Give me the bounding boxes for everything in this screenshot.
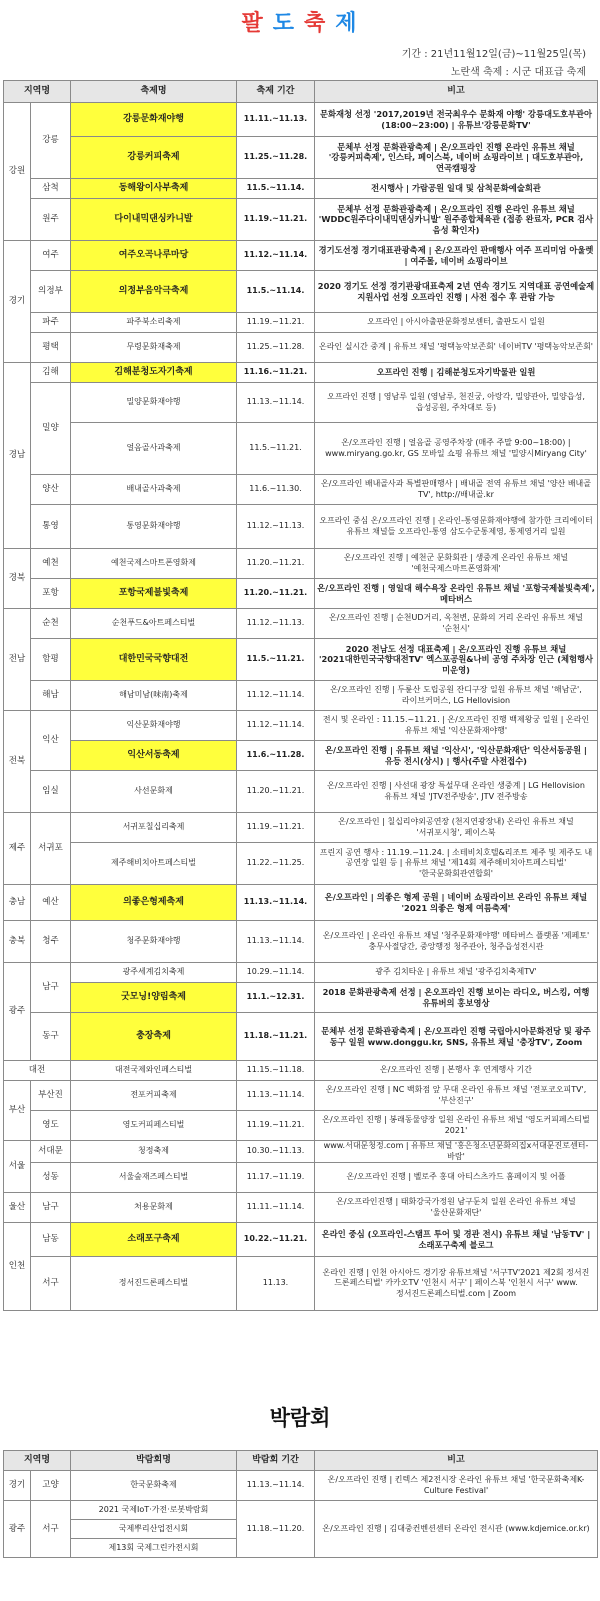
festival-name: 다이내믹댄싱카니발	[71, 199, 237, 241]
expo-title: 박람회	[269, 1406, 331, 1430]
expo-name: 제13회 국제그린카전시회	[71, 1539, 237, 1558]
festival-row	[4, 103, 598, 137]
festival-row	[4, 579, 598, 609]
festival-note: 온/오프라인 진행 | NC 백화점 앞 무대 온라인 유튜브 채널 '전포코오피TV', '부산진구'	[315, 1081, 598, 1111]
header-note: 비고	[315, 81, 598, 103]
festival-name: 청주문화재야행	[71, 921, 237, 963]
expo-row	[4, 1471, 598, 1501]
festival-name: 서귀포칠십리축제	[71, 813, 237, 843]
festival-row	[4, 1141, 598, 1163]
festival-note: 온/오프라인 진행 | 예천군 문화회관 | 생중계 온라인 유튜브 채널 '예천국제스마트폰영화제'	[315, 549, 598, 579]
festival-period: 11.13.~11.14.	[237, 1081, 315, 1111]
city-cell: 예천	[31, 549, 71, 579]
festival-row	[4, 885, 598, 921]
city-cell: 서대문	[31, 1141, 71, 1163]
city-cell: 남동	[31, 1223, 71, 1257]
festival-row	[4, 1163, 598, 1193]
festival-row	[4, 199, 598, 241]
festival-table-header	[4, 81, 598, 103]
city-cell: 동구	[31, 1013, 71, 1061]
festival-note: 온/오프라인 진행 | 사선대 광장 특설무대 온라인 생중계 | LG Hellovision 유튜브 채널 'JTV전주방송', JTV 전주방송	[315, 771, 598, 813]
festival-row	[4, 1223, 598, 1257]
region-cell: 경기	[4, 241, 31, 363]
region-cell: 인천	[4, 1223, 31, 1311]
city-cell: 삼척	[31, 179, 71, 199]
festival-period: 11.5.~11.14.	[237, 271, 315, 313]
festival-period: 10.22.~11.21.	[237, 1223, 315, 1257]
region-cell: 울산	[4, 1193, 31, 1223]
festival-row	[4, 1061, 598, 1081]
festival-note: 온/오프라인 진행 | 유튜브 채널 '익산시', '익산문화재단' 익산서동공원 | 유등 전시(상시) | 행사(주말 사전접수)	[315, 741, 598, 771]
header-festival-period: 축제 기간	[237, 81, 315, 103]
festival-note: 온/오프라인 진행 | 벨로주 홍대 아티스츠카드 홈페이지 및 어플	[315, 1163, 598, 1193]
festival-name: 강릉커피축제	[71, 137, 237, 179]
city-cell: 포항	[31, 579, 71, 609]
city-cell: 성동	[31, 1163, 71, 1193]
festival-note: 오프라인 | 아시아출판문화정보센터, 출판도시 일원	[315, 313, 598, 333]
region-cell: 경남	[4, 363, 31, 549]
festival-row	[4, 423, 598, 475]
festival-note: 온라인 중심 (오프라인-스탬프 투어 및 경관 전시) 유튜브 채널 '남동TV' | 소래포구축제 블로그	[315, 1223, 598, 1257]
city-cell: 통영	[31, 505, 71, 549]
title-char: 팔	[241, 11, 265, 36]
festival-row	[4, 549, 598, 579]
region-cell: 대전	[4, 1061, 71, 1081]
festival-period: 11.12.~11.13.	[237, 505, 315, 549]
region-cell: 경기	[4, 1471, 31, 1501]
city-cell: 여주	[31, 241, 71, 271]
festival-name: 무령문화재축제	[71, 333, 237, 363]
festival-note: 온라인 실시간 중계 | 유튜브 채널 '평택농악보존회' 네이버TV '평택농악보존회'	[315, 333, 598, 363]
festival-row	[4, 711, 598, 741]
festival-note: 프린지 공연 행사 : 11.19.~11.24. | 소테비치호텔&리조트 제주 및 제주도 내 공연장 일원 등 | 유튜브 채널 '제14회 제주해비치아트페스티벌' '한국문화회관연합회'	[315, 843, 598, 885]
festival-name: 통영문화재야행	[71, 505, 237, 549]
festival-name: 의좋은형제축제	[71, 885, 237, 921]
expo-period: 11.13.~11.14.	[237, 1471, 315, 1501]
expo-row	[4, 1501, 598, 1520]
festival-note: 온/오프라인 진행 | 얼음골 공영주차장 (매주 주말 9:00~18:00) | www.miryang.go.kr, GS 모바일 쇼핑 유튜브 채널 '밀양시Miryang City'	[315, 423, 598, 475]
festival-note: 온/오프라인 진행 | 순천UD거리, 옥천변, 문화의 거리 온라인 유튜브 채널 '순천시'	[315, 609, 598, 639]
festival-name: 강릉문화재야행	[71, 103, 237, 137]
festival-row	[4, 983, 598, 1013]
festival-note: 온/오프라인 진행 | 두륜산 도립공원 잔디구장 일원 유튜브 채널 '해남군', 라이브커머스, LG Hellovision	[315, 681, 598, 711]
festival-period: 11.20.~11.21.	[237, 549, 315, 579]
festival-period: 11.19.~11.21.	[237, 313, 315, 333]
page-title	[0, 6, 600, 37]
region-cell: 제주	[4, 813, 31, 885]
festival-name: 처용문화제	[71, 1193, 237, 1223]
festival-name: 얼음골사과축제	[71, 423, 237, 475]
festival-row	[4, 1111, 598, 1141]
region-cell: 광주	[4, 963, 31, 1061]
region-cell: 경북	[4, 549, 31, 609]
festival-period: 11.13.	[237, 1257, 315, 1311]
festival-note: 2020 전남도 선정 대표축제 | 온/오프라인 진행 유튜브 채널 '2021대한민국국향대전TV' 엑스포공원&나비 공영 주차장 인근 (체험행사 미운영)	[315, 639, 598, 681]
festival-name: 영도커피페스티벌	[71, 1111, 237, 1141]
festival-period: 11.12.~11.14.	[237, 711, 315, 741]
festival-name: 순천푸드&아트페스티벌	[71, 609, 237, 639]
period-text: 기간 : 21년11월12일(금)~11월25일(목)	[401, 49, 586, 60]
city-cell: 의정부	[31, 271, 71, 313]
festival-row	[4, 609, 598, 639]
festival-note: 전시행사 | 가람공원 일대 및 삼척문화예술회관	[315, 179, 598, 199]
festival-row	[4, 681, 598, 711]
festival-note: 경기도선정 경기대표관광축제 | 온/오프라인 판매행사 여주 프리미엄 아울렛 | 여주몰, 네이버 쇼핑라이브	[315, 241, 598, 271]
festival-name: 포항국제불빛축제	[71, 579, 237, 609]
festival-note: 온/오프라인 | 온라인 유튜브 채널 '청주문화재야행' 메타버스 플랫폼 '제페토' 충무사절당간, 중앙행정 청주관아, 청주읍성전시관	[315, 921, 598, 963]
festival-period: 11.6.~11.30.	[237, 475, 315, 505]
festival-note: 문체부 선정 문화관광축제 | 온/오프라인 진행 온라인 유튜브 채널 'WDDC원주다이내믹댄싱카니발' 원주종합체육관 (접종 완료자, PCR 검사 음성 확인자)	[315, 199, 598, 241]
festival-name: 밀양문화재야행	[71, 383, 237, 423]
expo-table	[3, 1450, 598, 1558]
festival-name: 대한민국국향대전	[71, 639, 237, 681]
festival-name: 익산문화재야행	[71, 711, 237, 741]
festival-name: 동해왕이사부축제	[71, 179, 237, 199]
festival-period: 11.25.~11.28.	[237, 333, 315, 363]
festival-period: 11.16.~11.21.	[237, 363, 315, 383]
title-char: 제	[335, 11, 359, 36]
festival-note: 온/오프라인 진행 | 영일대 해수욕장 온라인 유튜브 채널 '포항국제불빛축제', 메타버스	[315, 579, 598, 609]
festival-note: 2018 문화관광축제 선정 | 온오프라인 진행 보이는 라디오, 버스킹, 여행 유튜버의 홍보영상	[315, 983, 598, 1013]
city-cell: 서구	[31, 1501, 71, 1558]
city-cell: 김해	[31, 363, 71, 383]
festival-period: 11.13.~11.14.	[237, 921, 315, 963]
festival-period: 11.17.~11.19.	[237, 1163, 315, 1193]
festival-note: 온/오프라인 진행 | 봉래동물양장 일원 온라인 유튜브 채널 '영도커피페스티벌 2021'	[315, 1111, 598, 1141]
city-cell: 부산진	[31, 1081, 71, 1111]
festival-name: 대전국제와인페스티벌	[71, 1061, 237, 1081]
festival-note: 문체부 선정 문화관광축제 | 온/오프라인 진행 국립아시아문화전당 및 광주 동구 일원 www.donggu.kr, SNS, 유튜브 채널 '충장TV', Zoom	[315, 1013, 598, 1061]
festival-row	[4, 741, 598, 771]
festival-name: 제주해비치아트페스티벌	[71, 843, 237, 885]
festival-name: 김해분청도자기축제	[71, 363, 237, 383]
festival-row	[4, 843, 598, 885]
city-cell: 고양	[31, 1471, 71, 1501]
city-cell: 영도	[31, 1111, 71, 1141]
festival-row	[4, 921, 598, 963]
city-cell: 남구	[31, 963, 71, 1013]
festival-note: 온/오프라인 진행 | 본행사 후 연계행사 기간	[315, 1061, 598, 1081]
festival-row	[4, 333, 598, 363]
city-cell: 밀양	[31, 383, 71, 475]
festival-period: 11.12.~11.14.	[237, 681, 315, 711]
legend-text: 노란색 축제 : 시군 대표급 축제	[450, 67, 586, 78]
festival-period: 11.5.~11.21.	[237, 423, 315, 475]
expo-note: 온/오프라인 진행 | 킨텍스 제2전시장 온라인 유튜브 채널 '한국문화축제K-Culture Festival'	[315, 1471, 598, 1501]
festival-period: 11.20.~11.21.	[237, 579, 315, 609]
festival-note: 온/오프라인 | 칠십리야외공연장 (천지연광장내) 온라인 유튜브 채널 '서귀포시청', 페이스북	[315, 813, 598, 843]
festival-note: www.서대문청정.com | 유튜브 채널 '홍은청소년문화의집x서대문진로센터-바람'	[315, 1141, 598, 1163]
festival-note: 온/오프라인 배내골사과 특별판매행사 | 배내골 전역 유튜브 채널 '양산 배내골 TV', http://배내골.kr	[315, 475, 598, 505]
festival-period: 11.20.~11.21.	[237, 771, 315, 813]
city-cell: 서귀포	[31, 813, 71, 885]
festival-period: 11.13.~11.14.	[237, 885, 315, 921]
festival-period: 11.25.~11.28.	[237, 137, 315, 179]
festival-name: 전포커피축제	[71, 1081, 237, 1111]
city-cell: 순천	[31, 609, 71, 639]
festival-period: 11.12.~11.13.	[237, 609, 315, 639]
city-cell: 양산	[31, 475, 71, 505]
city-cell: 평택	[31, 333, 71, 363]
festival-row	[4, 137, 598, 179]
festival-name: 굿모닝!양림축제	[71, 983, 237, 1013]
festival-period: 11.5.~11.14.	[237, 179, 315, 199]
festival-row	[4, 639, 598, 681]
festival-note: 문화재청 선정 '2017,2019년 전국최우수 문화재 야행' 강릉대도호부관아(18:00~23:00) | 유튜브'강릉문화TV'	[315, 103, 598, 137]
festival-period: 11.13.~11.14.	[237, 383, 315, 423]
festival-name: 충장축제	[71, 1013, 237, 1061]
festival-note: 전시 및 온라인 : 11.15.~11.21. | 온/오프라인 진행 백제왕궁 일원 | 온라인 유튜브 채널 '익산문화재야행'	[315, 711, 598, 741]
festival-row	[4, 475, 598, 505]
festival-name: 여주오곡나루마당	[71, 241, 237, 271]
region-cell: 광주	[4, 1501, 31, 1558]
city-cell: 예산	[31, 885, 71, 921]
festival-period: 11.15.~11.18.	[237, 1061, 315, 1081]
festival-note: 오프라인 중심 온/오프라인 진행 | 온라인-통영문화재야행에 참가한 크리에이터 유튜브 채널들 오프라인-통영 삼도수군통제영, 통제영거리 일원	[315, 505, 598, 549]
expo-name: 2021 국제IoT·가전·로봇박람회	[71, 1501, 237, 1520]
festival-period: 11.19.~11.21.	[237, 199, 315, 241]
festival-row	[4, 1081, 598, 1111]
festival-period: 11.11.~11.13.	[237, 103, 315, 137]
city-cell: 익산	[31, 711, 71, 771]
header-note: 비고	[315, 1451, 598, 1471]
festival-row	[4, 813, 598, 843]
city-cell: 서구	[31, 1257, 71, 1311]
city-cell: 파주	[31, 313, 71, 333]
header-region: 지역명	[4, 1451, 71, 1471]
festival-row	[4, 963, 598, 983]
festival-name: 광주세계김치축제	[71, 963, 237, 983]
expo-name: 국제뿌리산업전시회	[71, 1520, 237, 1539]
festival-row	[4, 505, 598, 549]
city-cell: 강릉	[31, 103, 71, 179]
festival-period: 11.18.~11.21.	[237, 1013, 315, 1061]
festival-row	[4, 1257, 598, 1311]
festival-period: 11.12.~11.14.	[237, 241, 315, 271]
expo-table-header	[4, 1451, 598, 1471]
festival-row	[4, 179, 598, 199]
festival-row	[4, 383, 598, 423]
city-cell: 해남	[31, 681, 71, 711]
city-cell: 원주	[31, 199, 71, 241]
expo-note: 온/오프라인 진행 | 김대중컨벤션센터 온라인 전시관 (www.kdjemice.or.kr)	[315, 1501, 598, 1558]
festival-name: 소래포구축제	[71, 1223, 237, 1257]
region-cell: 부산	[4, 1081, 31, 1141]
festival-note: 오프라인 진행 | 영남루 일원 (영남루, 천진궁, 아랑각, 밀양관아, 밀양읍성, 읍성공원, 주차대로 등)	[315, 383, 598, 423]
festival-period: 11.1.~12.31.	[237, 983, 315, 1013]
festival-note: 문체부 선정 문화관광축제 | 온/오프라인 진행 온라인 유튜브 채널 '강릉커피축제', 인스타, 페이스북, 네이버 쇼핑라이브 | 대도호부관아, 연곡캠핑장	[315, 137, 598, 179]
festival-period: 11.19.~11.21.	[237, 813, 315, 843]
festival-name: 정서진드론페스티벌	[71, 1257, 237, 1311]
festival-name: 해남미남(味南)축제	[71, 681, 237, 711]
festival-period: 11.6.~11.28.	[237, 741, 315, 771]
expo-name: 한국문화축제	[71, 1471, 237, 1501]
festival-table	[3, 80, 598, 1311]
festival-name: 익산서동축제	[71, 741, 237, 771]
festival-note: 온/오프라인진행 | 태화강국가정원 남구둔치 일원 온라인 유튜브 채널 '울산문화재단'	[315, 1193, 598, 1223]
festival-note: 2020 경기도 선정 경기관광대표축제 2년 연속 경기도 지역대표 공연예술제 지원사업 선정 오프라인 진행 | 사전 접수 후 관람 가능	[315, 271, 598, 313]
festival-note: 온라인 진행 | 인천 아시아드 경기장 유튜브채널 '서구TV'2021 제2회 정서진 드론페스티벌' 카카오TV '인천시 서구' | 페이스북 '인천시 서구' www.정서진드론페스티벌.com | Zoom	[315, 1257, 598, 1311]
festival-name: 의정부음악극축제	[71, 271, 237, 313]
festival-row	[4, 1193, 598, 1223]
festival-name: 파주북소리축제	[71, 313, 237, 333]
festival-note: 오프라인 진행 | 김해분청도자기박물관 일원	[315, 363, 598, 383]
city-cell: 임실	[31, 771, 71, 813]
festival-period: 10.30.~11.13.	[237, 1141, 315, 1163]
region-cell: 강원	[4, 103, 31, 241]
city-cell: 남구	[31, 1193, 71, 1223]
festival-period: 11.22.~11.25.	[237, 843, 315, 885]
region-cell: 전북	[4, 711, 31, 813]
festival-name: 예천국제스마트폰영화제	[71, 549, 237, 579]
festival-row	[4, 271, 598, 313]
festival-period: 11.11.~11.14.	[237, 1193, 315, 1223]
festival-name: 청정축제	[71, 1141, 237, 1163]
title-char: 축	[304, 11, 328, 36]
region-cell: 충북	[4, 921, 31, 963]
festival-note: 온/오프라인 | 의좋은 형제 공원 | 네이버 쇼핑라이브 온라인 유튜브 채널 '2021 의좋은 형제 여름축제'	[315, 885, 598, 921]
festival-period: 11.19.~11.21.	[237, 1111, 315, 1141]
festival-note: 광주 김치타운 | 유튜브 채널 '광주김치축제TV'	[315, 963, 598, 983]
header-expo-name: 박람회명	[71, 1451, 237, 1471]
header-festival-name: 축제명	[71, 81, 237, 103]
city-cell: 함평	[31, 639, 71, 681]
expo-period: 11.18.~11.20.	[237, 1501, 315, 1558]
festival-row	[4, 363, 598, 383]
festival-row	[4, 1013, 598, 1061]
title-char: 도	[272, 11, 296, 36]
region-cell: 충남	[4, 885, 31, 921]
region-cell: 전남	[4, 609, 31, 711]
festival-row	[4, 771, 598, 813]
festival-name: 사선문화제	[71, 771, 237, 813]
header-expo-period: 박람회 기간	[237, 1451, 315, 1471]
region-cell: 서울	[4, 1141, 31, 1193]
festival-period: 10.29.~11.14.	[237, 963, 315, 983]
city-cell: 청주	[31, 921, 71, 963]
festival-row	[4, 241, 598, 271]
header-region: 지역명	[4, 81, 71, 103]
festival-row	[4, 313, 598, 333]
festival-name: 서울숲재즈페스티벌	[71, 1163, 237, 1193]
festival-period: 11.5.~11.21.	[237, 639, 315, 681]
festival-name: 배내골사과축제	[71, 475, 237, 505]
